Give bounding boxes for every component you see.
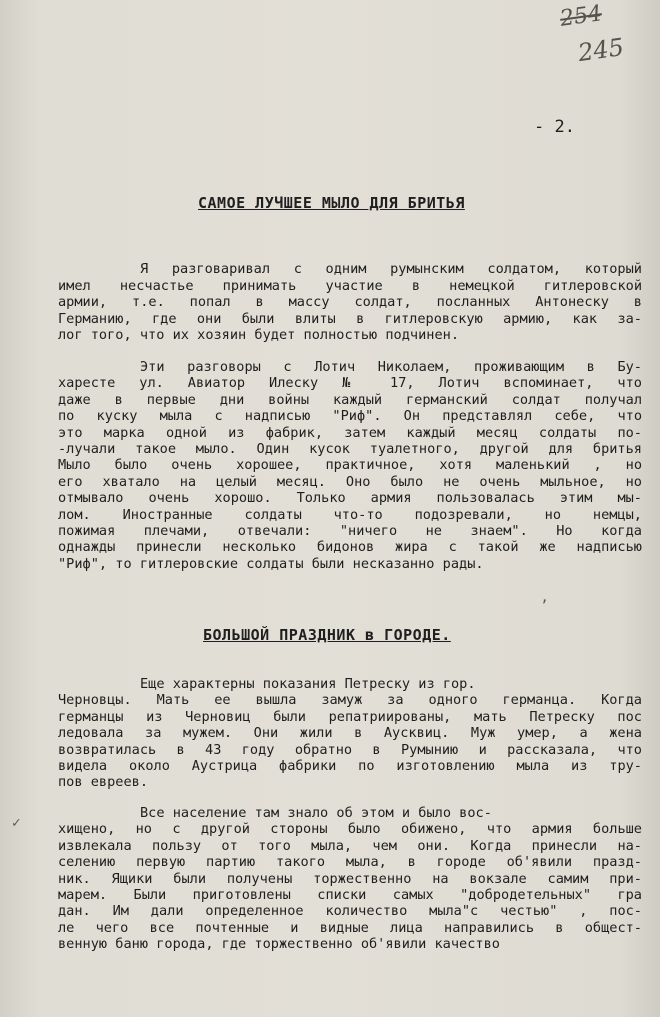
section-heading-shaving-soap: САМОЕ ЛУЧШЕЕ МЫЛО ДЛЯ БРИТЬЯ <box>198 194 465 212</box>
pencil-mark: ʼ <box>540 598 549 614</box>
text-line: отмывало очень хорошо. Только армия пользовалась этим мы- <box>58 490 642 507</box>
text-line: марем. Были приготовлены списки самых "добродетельных" гра <box>58 887 642 904</box>
text-line: хищено, но с другой стороны было обижено, что армия больше <box>58 821 642 838</box>
text-line: -лучали такое мыло. Один кусок туалетного, другой для бритья <box>58 441 642 458</box>
text-line: Черновцы. Мать ее вышла замуж за одного германца. Когда <box>58 692 642 709</box>
text-line: ле чего все почтенные и видные лица направились в общест- <box>58 919 642 936</box>
text-line: извлекала пользу от того мыла, чем они. Когда принесли на- <box>58 837 642 854</box>
text-line: пожимая плечами, отвечали: "ничего не знаем". Но когда <box>58 523 642 540</box>
paragraph-population-holiday <box>58 805 642 953</box>
text-line: однажды принесли несколько бидонов жира с такой же надписью <box>58 539 642 556</box>
text-line: видела около Аустрица фабрики по изготовлению мыла из тру- <box>58 758 642 775</box>
text-line: Я разговаривал с одним румынским солдатом, который <box>140 261 642 277</box>
text-line: Германию, где они были влиты в гитлеровскую армию, как за- <box>58 310 642 327</box>
text-line: дан. Им дали определенное количество мыла"с честью" , пос- <box>58 903 642 920</box>
margin-check-mark: ✓ <box>12 815 21 831</box>
text-line: его хватало на целый месяц. Оно было не очень мыльное, но <box>58 473 642 490</box>
archive-number-old: 254 <box>558 1 604 32</box>
archive-number-new: 245 <box>576 32 626 68</box>
text-line: имел несчастье принимать участие в немецкой гитлеровской <box>58 277 642 294</box>
text-line: даже в первые дни войны каждый германский солдат получал <box>58 391 642 408</box>
text-line: Эти разговоры с Лотич Николаем, проживающим в Бу- <box>140 359 642 375</box>
text-line: венную баню города, где торжественно об'явили качество <box>58 936 500 953</box>
text-line: германцы из Черновиц были репатриированы, мать Петреску пос <box>58 708 642 725</box>
paragraph-romanian-soldier <box>58 261 642 344</box>
page-number: - 2. <box>534 117 575 137</box>
text-line: армии, т.е. попал в массу солдат, посланных Антонеску в <box>58 294 642 311</box>
paragraph-petresku-testimony <box>58 676 642 791</box>
text-line: Все население там знало об этом и было вос- <box>140 805 492 821</box>
text-line: лог того, что их хозяин будет полностью подчинен. <box>58 327 460 344</box>
text-line: возвратилась в 43 году обратно в Румынию и рассказала, что <box>58 741 642 758</box>
text-line: Мыло было очень хорошее, практичное, хотя маленький , но <box>58 457 642 474</box>
text-line: селению первую партию такого мыла, в городе об'явили празд- <box>58 854 642 871</box>
text-line: харесте ул. Авиатор Илеску № 17, Лотич вспоминает, что <box>58 375 642 392</box>
text-line: лом. Иностранные солдаты что-то подозревали, но немцы, <box>58 506 642 523</box>
text-line: Еще характерны показания Петреску из гор. <box>140 676 476 692</box>
text-line: пов евреев. <box>58 774 149 791</box>
text-line: ник. Ящики были получены торжественно на вокзале самим при- <box>58 870 642 887</box>
text-line: ледовала за мужем. Они жили в Аусквиц. Муж умер, а жена <box>58 725 642 742</box>
text-line: это марка одной из фабрик, затем каждый месяц солдаты по- <box>58 424 642 441</box>
paragraph-lotich-testimony <box>58 359 642 572</box>
text-line: "Риф", то гитлеровские солдаты были несказанно рады. <box>58 555 484 572</box>
text-line: по куску мыла с надписью "Риф". Он представлял себе, что <box>58 408 642 425</box>
section-heading-big-holiday: БОЛЬШОЙ ПРАЗДНИК в ГОРОДЕ. <box>203 626 451 644</box>
